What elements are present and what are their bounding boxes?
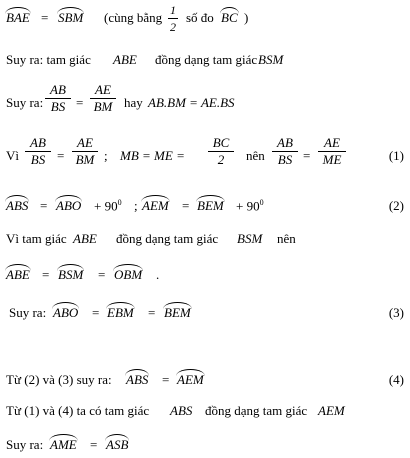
equals: =	[76, 95, 84, 110]
equals: =	[40, 198, 48, 213]
equals: =	[90, 437, 98, 452]
line-10	[0, 403, 410, 423]
equation-number-2: (2)	[388, 198, 404, 213]
angle-bem: BEM	[197, 198, 224, 213]
angle-obm: OBM	[114, 267, 143, 282]
period: .	[156, 267, 160, 282]
numerator: AB	[272, 135, 298, 152]
fraction-ae-bm	[90, 82, 116, 115]
angle-bsm: BSM	[58, 267, 84, 282]
numerator: AE	[72, 135, 98, 152]
text: đồng dạng tam giác	[155, 52, 258, 67]
fraction-ab-bs	[45, 82, 71, 115]
degree: 0	[117, 198, 122, 207]
plus-90-b	[236, 198, 264, 214]
angle-abo: ABO	[53, 305, 79, 320]
separator: ;	[134, 198, 138, 213]
equation-number-3: (3)	[388, 305, 404, 320]
text: Từ (1) và (4) ta có tam giác	[6, 403, 150, 418]
numerator: AB	[45, 82, 71, 99]
text: Suy ra:	[9, 305, 47, 320]
text: Vì tam giác	[6, 231, 67, 246]
note-pre: (cùng bằng	[104, 10, 163, 25]
text: đồng dạng tam giác	[205, 403, 308, 418]
text: hay	[124, 95, 143, 110]
equals: =	[98, 267, 106, 282]
degree: 0	[259, 198, 264, 207]
fraction-ab-bs	[25, 135, 51, 168]
denominator: ME	[322, 152, 342, 167]
denominator: BM	[75, 152, 95, 167]
equals: =	[92, 305, 100, 320]
fraction-half	[168, 2, 178, 35]
angle-abs: ABS	[126, 372, 149, 387]
text: nên	[246, 148, 265, 163]
plus-90-text: + 90	[94, 198, 118, 214]
triangle-bsm: BSM	[258, 52, 284, 67]
text: nên	[277, 231, 296, 246]
fraction-ae-bm	[72, 135, 98, 168]
equals: =	[303, 148, 311, 163]
note-mid: số đo	[186, 10, 214, 25]
note-end: )	[244, 10, 249, 25]
numerator: AE	[90, 82, 116, 99]
line-7	[0, 267, 410, 287]
denominator: 2	[217, 152, 225, 167]
text: Suy ra:	[6, 95, 44, 110]
denominator: BS	[30, 152, 46, 167]
line-9	[0, 372, 410, 392]
text: Suy ra:	[6, 437, 44, 452]
text: Từ (2) và (3) suy ra:	[6, 372, 112, 387]
plus-90-text: + 90	[236, 198, 260, 214]
text: Vì	[6, 148, 19, 163]
line-8	[0, 305, 410, 325]
product-equation: AB.BM = AE.BS	[148, 95, 235, 110]
arc-bc: BC	[221, 10, 238, 25]
line-3	[0, 82, 410, 115]
denominator: BS	[50, 99, 66, 114]
angle-bae: BAE	[6, 10, 30, 25]
denominator: 2	[170, 20, 176, 34]
fraction-bc-2	[208, 135, 234, 168]
fraction-ae-me	[318, 135, 346, 168]
fraction-ab-bs-2	[272, 135, 298, 168]
line-6	[0, 231, 410, 251]
numerator: AB	[25, 135, 51, 152]
text: đồng dạng tam giác	[116, 231, 219, 246]
angle-aem: AEM	[142, 198, 169, 213]
angle-sbm: SBM	[58, 10, 84, 25]
triangle-abs: ABS	[170, 403, 193, 418]
line-1	[0, 3, 410, 34]
equals: =	[57, 148, 65, 163]
line-4	[0, 135, 410, 168]
equals: =	[182, 198, 190, 213]
angle-aem: AEM	[177, 372, 204, 387]
line-2	[0, 52, 410, 72]
numerator: BC	[208, 135, 234, 152]
equation-number-1: (1)	[388, 148, 404, 163]
triangle-aem: AEM	[318, 403, 345, 418]
equals: =	[148, 305, 156, 320]
denominator: BM	[93, 99, 113, 114]
equals: =	[41, 10, 49, 25]
separator: ;	[104, 148, 108, 163]
angle-abs: ABS	[6, 198, 29, 213]
angle-abo: ABO	[56, 198, 82, 213]
equation-number-4: (4)	[388, 372, 404, 387]
numerator: 1	[170, 3, 176, 17]
numerator: AE	[318, 135, 346, 152]
triangle-abe: ABE	[113, 52, 137, 67]
triangle-bsm: BSM	[237, 231, 263, 246]
angle-ebm: EBM	[107, 305, 134, 320]
plus-90	[94, 198, 122, 214]
line-11	[0, 437, 410, 457]
angle-bem: BEM	[164, 305, 191, 320]
triangle-abe: ABE	[73, 231, 97, 246]
angle-asb: ASB	[106, 437, 129, 452]
denominator: BS	[277, 152, 293, 167]
text: Suy ra: tam giác	[6, 52, 91, 67]
equals: =	[42, 267, 50, 282]
equals: =	[162, 372, 170, 387]
mb-equation: MB = ME =	[120, 148, 185, 163]
angle-abe: ABE	[6, 267, 30, 282]
angle-ame: AME	[50, 437, 77, 452]
line-5	[0, 198, 410, 218]
